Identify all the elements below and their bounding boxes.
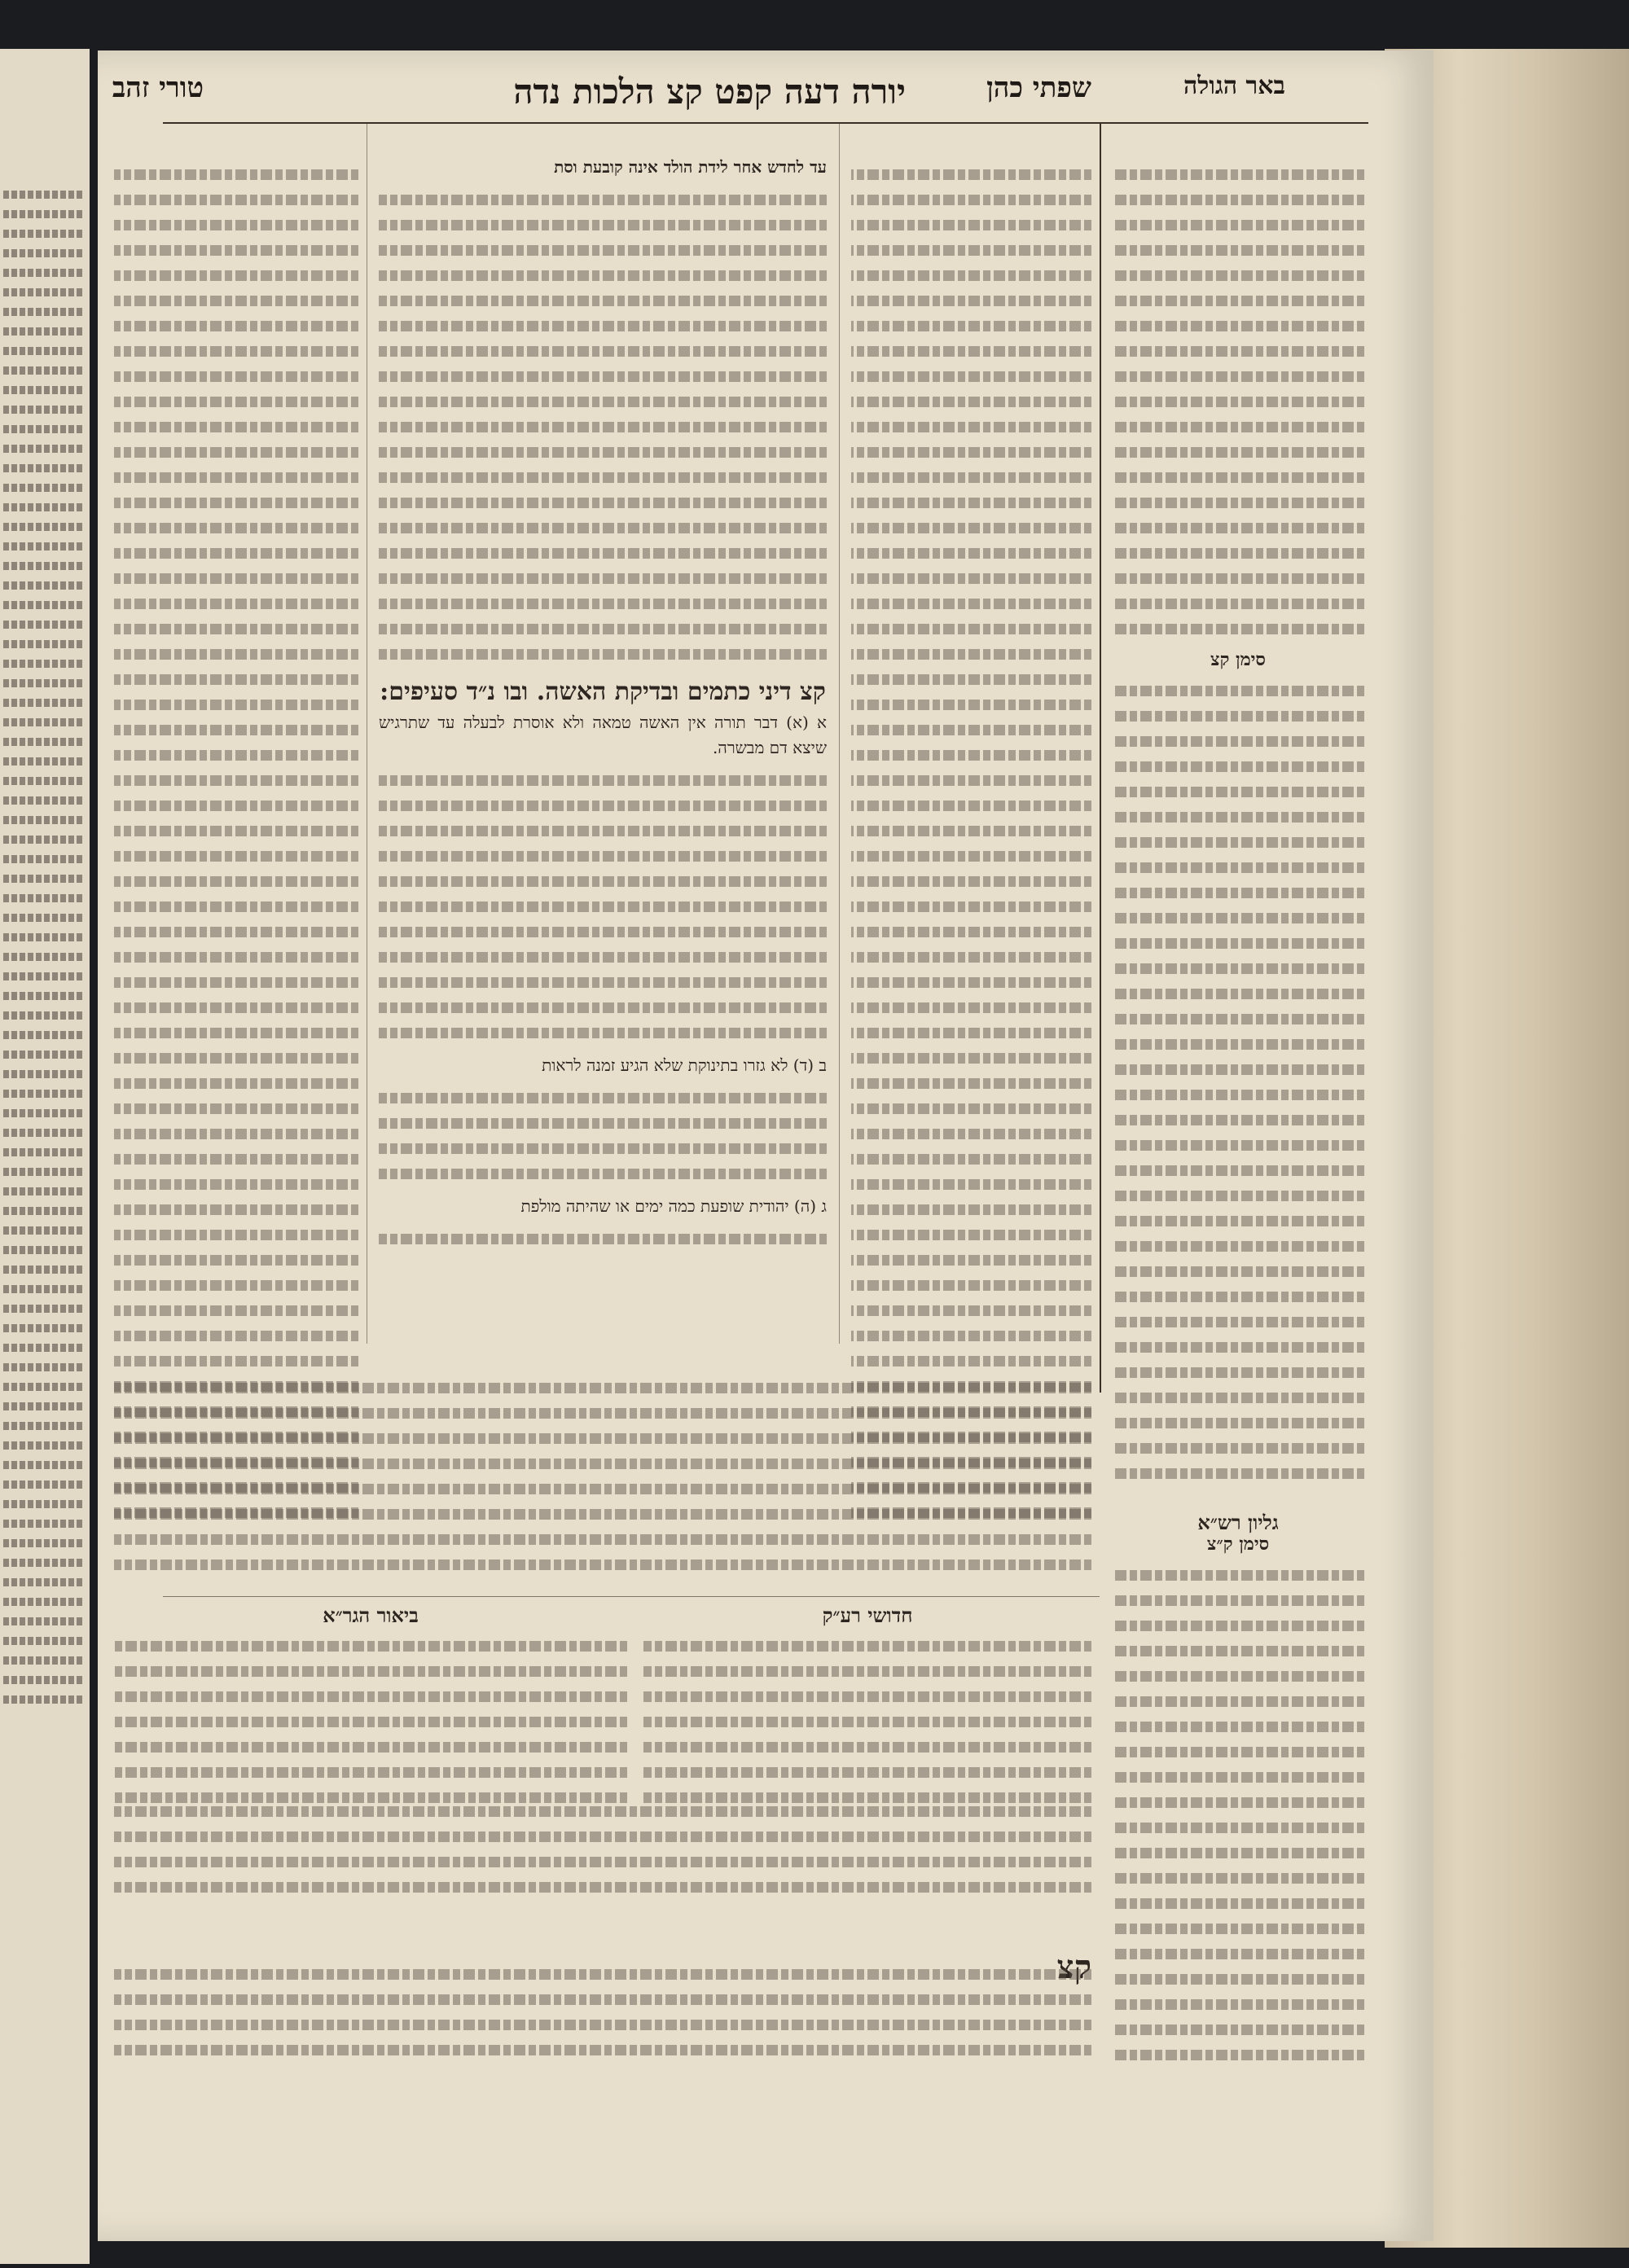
header-main-title: יורה דעה קפט קצ הלכות נדה	[513, 72, 906, 112]
continuation-block	[114, 1368, 1091, 1585]
gilyon-title: גליון רש״א	[1197, 1511, 1279, 1534]
margin-siman-label: סימן קצ	[1210, 649, 1266, 670]
shach-column	[851, 155, 1091, 1533]
facing-page-text	[3, 179, 85, 1715]
main-opening-line: עד לחדש אחר לידת הולד אינה קובעת וסת	[554, 157, 827, 177]
header-rule	[163, 122, 1368, 124]
biur-hagra-column	[114, 1604, 627, 1818]
margin-divider	[1100, 122, 1101, 1393]
seif-2: ב (ד) לא גזרו בתינוקת שלא הגיע זמנה לראות	[542, 1055, 827, 1075]
facing-page-edge	[0, 49, 90, 2264]
gilyon-siman: סימן ק״צ	[1206, 1533, 1270, 1555]
siman-heading: קצ דיני כתמים ובדיקת האשה. ובו נ״ד סעיפים:	[380, 678, 826, 706]
chidushei-title: חדושי רע״ק	[822, 1603, 913, 1627]
biur-hagra-continuation	[114, 1792, 1091, 1907]
beer-hagolah-column	[1112, 155, 1364, 2075]
running-header	[98, 72, 1434, 153]
seif-3: ג (ה) יהודית שופעת כמה ימים או שהיתה מולפת	[520, 1196, 827, 1216]
header-turei-zahav: טורי זהב	[112, 72, 204, 104]
column-divider-shach	[839, 122, 840, 1344]
main-text-column	[379, 155, 827, 1259]
seif-1: א (א) דבר תורה אין האשה טמאה ולא אוסרת לבעלה עד שתרגיש שיצא דם מבשרה.	[379, 713, 827, 757]
final-siman-marker: קצ	[1056, 1948, 1091, 1986]
bottom-rule	[163, 1596, 1100, 1597]
footnotes-block	[114, 1948, 1091, 2070]
biur-title: ביאור הגר״א	[323, 1603, 419, 1627]
header-beer-hagolah: באר הגולה	[1183, 72, 1285, 100]
chidushei-rabbi-akiva-column	[643, 1604, 1091, 1818]
header-shiftei-kohen: שפתי כהן	[986, 72, 1091, 104]
taz-column	[114, 155, 358, 1533]
